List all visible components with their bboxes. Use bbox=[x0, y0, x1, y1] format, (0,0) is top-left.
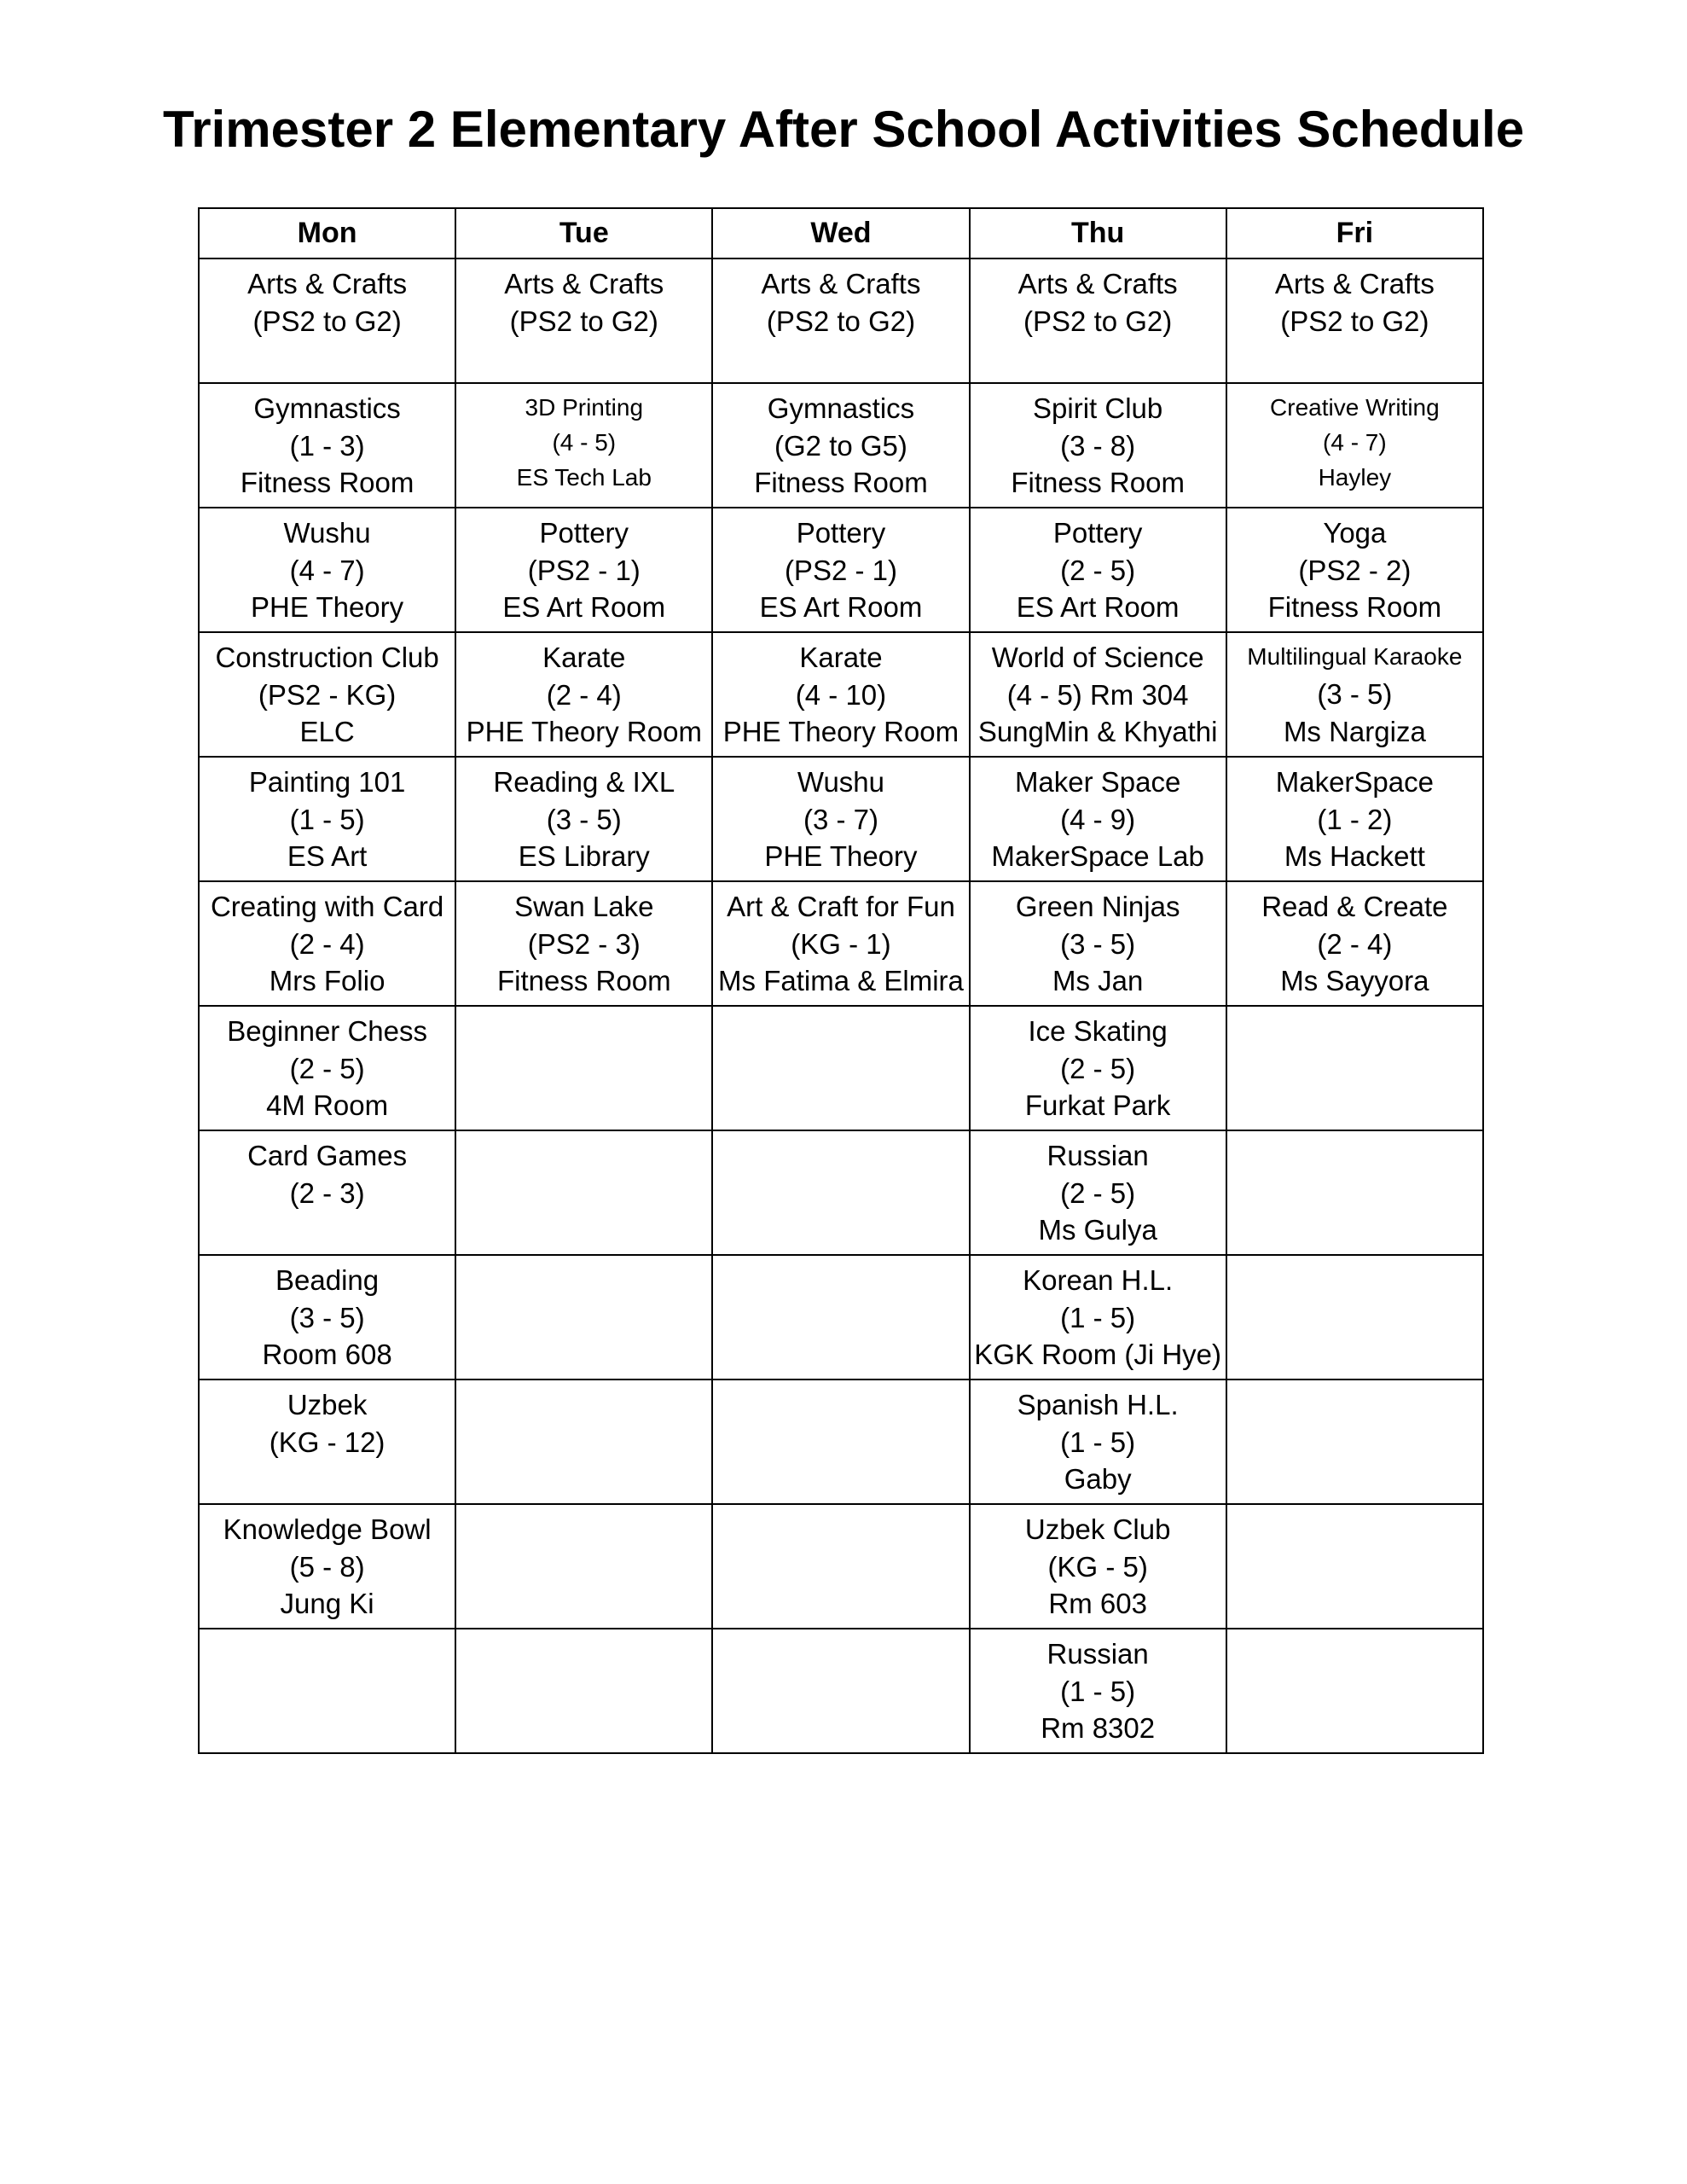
day-header-mon: Mon bbox=[199, 208, 455, 258]
activity-grades: (PS2 - KG) bbox=[258, 678, 397, 711]
activity-cell-thu bbox=[970, 757, 1226, 881]
activity-entry bbox=[456, 758, 711, 875]
activity-location: ES Library bbox=[518, 840, 650, 872]
activity-name: Karate bbox=[799, 642, 883, 673]
activity-entry bbox=[1227, 1505, 1482, 1511]
activity-name: Arts & Crafts bbox=[247, 268, 408, 299]
activity-name: Creative Writing bbox=[1270, 394, 1440, 421]
activity-entry bbox=[1227, 1380, 1482, 1386]
activity-entry bbox=[713, 1380, 968, 1386]
activity-cell-mon bbox=[199, 1504, 455, 1629]
header-row bbox=[199, 208, 1483, 258]
activity-cell-wed bbox=[712, 1504, 969, 1629]
activity-grades: (2 - 5) bbox=[1060, 1176, 1136, 1209]
activity-cell-thu bbox=[970, 383, 1226, 508]
activity-entry bbox=[456, 1131, 711, 1137]
activity-cell-mon bbox=[199, 881, 455, 1006]
activity-entry bbox=[713, 1256, 968, 1262]
activity-entry bbox=[200, 1380, 455, 1461]
activity-cell-fri bbox=[1226, 1504, 1483, 1629]
activity-location: Ms Fatima & Elmira bbox=[718, 965, 964, 996]
activity-location: ES Art Room bbox=[1016, 591, 1180, 623]
activity-entry bbox=[200, 1256, 455, 1374]
activity-grades: (1 - 3) bbox=[289, 429, 365, 462]
activity-cell-mon bbox=[199, 1629, 455, 1753]
activity-entry bbox=[200, 1007, 455, 1124]
activity-entry bbox=[713, 259, 968, 340]
activity-grades: (3 - 8) bbox=[1060, 429, 1136, 462]
activity-cell-tue bbox=[455, 383, 712, 508]
activity-grades: (1 - 5) bbox=[289, 803, 365, 835]
activity-cell-thu bbox=[970, 1380, 1226, 1504]
activity-grades: (4 - 5) Rm 304 bbox=[1006, 678, 1189, 711]
activity-entry bbox=[200, 882, 455, 1000]
activity-location: ELC bbox=[299, 716, 355, 747]
activity-entry bbox=[971, 1380, 1226, 1498]
activity-entry bbox=[713, 1007, 968, 1013]
activity-cell-mon bbox=[199, 1380, 455, 1504]
activity-name: Arts & Crafts bbox=[504, 268, 664, 299]
activity-name: Beading bbox=[275, 1264, 380, 1296]
activity-entry bbox=[200, 508, 455, 626]
activity-name: Multilingual Karaoke bbox=[1247, 643, 1463, 670]
activity-name: Wushu bbox=[797, 766, 885, 798]
activity-cell-tue bbox=[455, 757, 712, 881]
table-row bbox=[199, 881, 1483, 1006]
activity-grades: (3 - 5) bbox=[289, 1301, 365, 1333]
activity-entry bbox=[200, 1505, 455, 1623]
activity-entry bbox=[713, 1505, 968, 1511]
activity-location: Rm 603 bbox=[1048, 1588, 1147, 1619]
activity-cell-thu bbox=[970, 1504, 1226, 1629]
activity-location: PHE Theory bbox=[251, 591, 404, 623]
activity-entry bbox=[971, 384, 1226, 502]
activity-location: Fitness Room bbox=[754, 467, 928, 498]
activity-name: Maker Space bbox=[1014, 766, 1181, 798]
table-row bbox=[199, 383, 1483, 508]
activity-entry bbox=[456, 882, 711, 1000]
activity-cell-mon bbox=[199, 1255, 455, 1380]
activity-cell-tue bbox=[455, 258, 712, 383]
activity-cell-tue bbox=[455, 1504, 712, 1629]
activity-cell-fri bbox=[1226, 383, 1483, 508]
activity-entry bbox=[1227, 1007, 1482, 1013]
activity-entry bbox=[1227, 633, 1482, 750]
activity-grades: (2 - 4) bbox=[1317, 927, 1393, 960]
activity-cell-thu bbox=[970, 258, 1226, 383]
activity-entry bbox=[1227, 1256, 1482, 1262]
activity-location: Fitness Room bbox=[1011, 467, 1185, 498]
activity-location: Fitness Room bbox=[497, 965, 671, 996]
page-title: Trimester 2 Elementary After School Activities Schedule bbox=[162, 101, 1525, 158]
activity-cell-tue bbox=[455, 1255, 712, 1380]
activity-cell-mon bbox=[199, 508, 455, 632]
activity-entry bbox=[971, 1256, 1226, 1374]
activity-location: ES Art Room bbox=[759, 591, 923, 623]
activity-cell-mon bbox=[199, 258, 455, 383]
day-header-thu: Thu bbox=[970, 208, 1226, 258]
activity-entry bbox=[713, 758, 968, 875]
activity-name: Knowledge Bowl bbox=[223, 1513, 432, 1545]
activity-location: Mrs Folio bbox=[269, 965, 386, 996]
activity-cell-thu bbox=[970, 1130, 1226, 1255]
activity-entry bbox=[713, 633, 968, 751]
activity-cell-fri bbox=[1226, 632, 1483, 757]
activity-grades: (4 - 7) bbox=[1323, 429, 1387, 456]
activity-entry bbox=[1227, 758, 1482, 875]
activity-entry bbox=[456, 384, 711, 495]
activity-grades: (PS2 to G2) bbox=[509, 305, 658, 337]
table-row bbox=[199, 508, 1483, 632]
activity-entry bbox=[1227, 882, 1482, 1000]
activity-name: Korean H.L. bbox=[1023, 1264, 1174, 1296]
activity-location: PHE Theory Room bbox=[466, 716, 702, 747]
activity-name: Gymnastics bbox=[767, 392, 915, 424]
activity-name: Painting 101 bbox=[248, 766, 406, 798]
activity-cell-thu bbox=[970, 508, 1226, 632]
activity-cell-thu bbox=[970, 632, 1226, 757]
activity-grades: (3 - 5) bbox=[1060, 927, 1136, 960]
activity-cell-wed bbox=[712, 1006, 969, 1130]
activity-entry bbox=[456, 1380, 711, 1386]
activity-name: Karate bbox=[542, 642, 626, 673]
activity-entry bbox=[971, 1007, 1226, 1124]
activity-cell-wed bbox=[712, 258, 969, 383]
activity-cell-thu bbox=[970, 1255, 1226, 1380]
activity-cell-mon bbox=[199, 1006, 455, 1130]
activity-name: Read & Create bbox=[1261, 891, 1448, 922]
activity-entry bbox=[1227, 1629, 1482, 1635]
activity-entry bbox=[200, 1131, 455, 1211]
activity-entry bbox=[456, 1256, 711, 1262]
activity-name: Arts & Crafts bbox=[761, 268, 921, 299]
activity-grades: (PS2 - 1) bbox=[527, 554, 641, 586]
activity-name: Uzbek bbox=[287, 1389, 368, 1420]
activity-entry bbox=[200, 758, 455, 875]
activity-location: PHE Theory Room bbox=[722, 716, 959, 747]
activity-name: Green Ninjas bbox=[1015, 891, 1180, 922]
activity-entry bbox=[971, 1131, 1226, 1249]
table-row bbox=[199, 1006, 1483, 1130]
activity-cell-fri bbox=[1226, 1255, 1483, 1380]
activity-location: Ms Nargiza bbox=[1283, 715, 1426, 747]
activity-grades: (2 - 4) bbox=[289, 927, 365, 960]
activity-cell-wed bbox=[712, 1380, 969, 1504]
activity-location: ES Art Room bbox=[502, 591, 666, 623]
activity-cell-fri bbox=[1226, 1130, 1483, 1255]
day-header-wed: Wed bbox=[712, 208, 969, 258]
activity-grades: (2 - 4) bbox=[546, 678, 622, 711]
activity-location: PHE Theory bbox=[764, 840, 918, 872]
activity-cell-wed bbox=[712, 1629, 969, 1753]
activity-entry bbox=[456, 1007, 711, 1013]
activity-grades: (1 - 5) bbox=[1060, 1301, 1136, 1333]
activity-cell-thu bbox=[970, 1006, 1226, 1130]
activity-grades: (PS2 - 3) bbox=[527, 927, 641, 960]
activity-cell-wed bbox=[712, 508, 969, 632]
activity-name: Gymnastics bbox=[253, 392, 401, 424]
activity-entry bbox=[713, 1629, 968, 1635]
activity-grades: (PS2 to G2) bbox=[766, 305, 916, 337]
activity-cell-wed bbox=[712, 1255, 969, 1380]
activity-grades: (2 - 5) bbox=[289, 1052, 365, 1084]
activity-location: Gaby bbox=[1064, 1463, 1132, 1495]
activity-entry bbox=[971, 882, 1226, 1000]
table-row bbox=[199, 258, 1483, 383]
activity-entry bbox=[971, 633, 1226, 751]
activity-grades: (4 - 9) bbox=[1060, 803, 1136, 835]
activity-name: Spirit Club bbox=[1033, 392, 1163, 424]
activity-location: Rm 8302 bbox=[1041, 1712, 1156, 1744]
activity-location: Fitness Room bbox=[240, 467, 415, 498]
activity-location: ES Art bbox=[287, 840, 368, 872]
activity-entry bbox=[971, 1629, 1226, 1747]
activity-grades: (KG - 12) bbox=[269, 1426, 386, 1458]
table-row bbox=[199, 632, 1483, 757]
activity-name: World of Science bbox=[991, 642, 1204, 673]
table-row bbox=[199, 1380, 1483, 1504]
activity-cell-thu bbox=[970, 881, 1226, 1006]
activity-grades: (3 - 5) bbox=[546, 803, 622, 835]
activity-grades: (1 - 5) bbox=[1060, 1426, 1136, 1458]
activity-grades: (5 - 8) bbox=[289, 1550, 365, 1583]
activity-entry bbox=[713, 508, 968, 626]
activity-name: Yoga bbox=[1323, 517, 1387, 549]
activity-name: Arts & Crafts bbox=[1017, 268, 1178, 299]
activity-grades: (2 - 5) bbox=[1060, 554, 1136, 586]
activity-name: Arts & Crafts bbox=[1274, 268, 1435, 299]
activity-name: Swan Lake bbox=[514, 891, 654, 922]
schedule-body bbox=[199, 258, 1483, 1753]
activity-entry bbox=[713, 1131, 968, 1137]
activity-grades: (KG - 1) bbox=[791, 927, 891, 960]
activity-name: Russian bbox=[1046, 1638, 1149, 1670]
activity-cell-wed bbox=[712, 383, 969, 508]
activity-grades: (2 - 3) bbox=[289, 1176, 365, 1209]
activity-name: Pottery bbox=[1052, 517, 1143, 549]
activity-entry bbox=[200, 633, 455, 751]
activity-entry bbox=[456, 259, 711, 340]
activity-grades: (PS2 to G2) bbox=[1280, 305, 1429, 337]
activity-name: Reading & IXL bbox=[493, 766, 675, 798]
activity-location: SungMin & Khyathi bbox=[977, 716, 1218, 747]
activity-entry bbox=[713, 882, 968, 1000]
activity-cell-thu bbox=[970, 1629, 1226, 1753]
activity-cell-fri bbox=[1226, 1380, 1483, 1504]
activity-cell-mon bbox=[199, 757, 455, 881]
activity-entry bbox=[971, 259, 1226, 340]
activity-entry bbox=[456, 1629, 711, 1635]
activity-entry bbox=[971, 508, 1226, 626]
activity-name: MakerSpace bbox=[1275, 766, 1434, 798]
activity-cell-tue bbox=[455, 632, 712, 757]
activity-cell-tue bbox=[455, 1380, 712, 1504]
table-row bbox=[199, 1255, 1483, 1380]
activity-grades: (1 - 2) bbox=[1317, 803, 1393, 835]
activity-location: Furkat Park bbox=[1024, 1089, 1171, 1121]
activity-entry bbox=[456, 1505, 711, 1511]
activity-name: Pottery bbox=[796, 517, 886, 549]
activity-name: Ice Skating bbox=[1028, 1015, 1168, 1047]
activity-grades: (2 - 5) bbox=[1060, 1052, 1136, 1084]
activity-entry bbox=[1227, 1131, 1482, 1137]
activity-location: MakerSpace Lab bbox=[991, 840, 1204, 872]
activity-entry bbox=[971, 1505, 1226, 1623]
schedule-table bbox=[198, 207, 1484, 1754]
activity-cell-tue bbox=[455, 1629, 712, 1753]
activity-entry bbox=[200, 1629, 455, 1635]
activity-cell-fri bbox=[1226, 757, 1483, 881]
activity-name: Wushu bbox=[283, 517, 371, 549]
activity-cell-tue bbox=[455, 508, 712, 632]
activity-location: 4M Room bbox=[266, 1089, 389, 1121]
activity-name: Beginner Chess bbox=[227, 1015, 427, 1047]
table-row bbox=[199, 1629, 1483, 1753]
activity-entry bbox=[200, 384, 455, 502]
day-header-tue: Tue bbox=[455, 208, 712, 258]
activity-location: KGK Room (Ji Hye) bbox=[974, 1339, 1222, 1370]
activity-grades: (4 - 5) bbox=[552, 429, 617, 456]
activity-location: Hayley bbox=[1318, 464, 1392, 491]
activity-cell-wed bbox=[712, 1130, 969, 1255]
activity-cell-wed bbox=[712, 632, 969, 757]
activity-entry bbox=[456, 633, 711, 751]
activity-name: Russian bbox=[1046, 1140, 1149, 1171]
activity-entry bbox=[456, 508, 711, 626]
activity-name: Pottery bbox=[539, 517, 629, 549]
activity-cell-tue bbox=[455, 1006, 712, 1130]
activity-grades: (4 - 7) bbox=[289, 554, 365, 586]
activity-entry bbox=[1227, 508, 1482, 626]
activity-location: Ms Hackett bbox=[1284, 840, 1425, 872]
activity-cell-tue bbox=[455, 1130, 712, 1255]
table-row bbox=[199, 757, 1483, 881]
activity-cell-fri bbox=[1226, 881, 1483, 1006]
activity-grades: (1 - 5) bbox=[1060, 1675, 1136, 1707]
activity-grades: (G2 to G5) bbox=[774, 429, 907, 462]
activity-location: ES Tech Lab bbox=[516, 464, 652, 491]
activity-name: Creating with Card bbox=[210, 891, 444, 922]
activity-cell-fri bbox=[1226, 1006, 1483, 1130]
activity-name: Spanish H.L. bbox=[1017, 1389, 1179, 1420]
activity-location: Jung Ki bbox=[280, 1588, 374, 1619]
activity-entry bbox=[1227, 384, 1482, 495]
activity-grades: (PS2 to G2) bbox=[252, 305, 402, 337]
activity-grades: (3 - 5) bbox=[1317, 678, 1393, 710]
activity-cell-fri bbox=[1226, 258, 1483, 383]
day-header-fri: Fri bbox=[1226, 208, 1483, 258]
activity-name: Construction Club bbox=[215, 642, 439, 673]
activity-cell-mon bbox=[199, 632, 455, 757]
activity-entry bbox=[713, 384, 968, 502]
activity-location: Room 608 bbox=[262, 1339, 392, 1370]
activity-grades: (PS2 - 2) bbox=[1298, 554, 1412, 586]
activity-name: Art & Craft for Fun bbox=[727, 891, 955, 922]
activity-cell-fri bbox=[1226, 508, 1483, 632]
activity-grades: (KG - 5) bbox=[1047, 1550, 1148, 1583]
activity-cell-mon bbox=[199, 1130, 455, 1255]
activity-location: Fitness Room bbox=[1267, 591, 1442, 623]
activity-name: Card Games bbox=[247, 1140, 408, 1171]
activity-grades: (PS2 - 1) bbox=[784, 554, 897, 586]
activity-location: Ms Sayyora bbox=[1280, 965, 1429, 996]
activity-cell-wed bbox=[712, 757, 969, 881]
activity-entry bbox=[971, 758, 1226, 875]
activity-grades: (4 - 10) bbox=[795, 678, 887, 711]
activity-cell-wed bbox=[712, 881, 969, 1006]
activity-grades: (3 - 7) bbox=[803, 803, 878, 835]
activity-location: Ms Gulya bbox=[1038, 1214, 1157, 1246]
table-row bbox=[199, 1130, 1483, 1255]
activity-cell-fri bbox=[1226, 1629, 1483, 1753]
activity-location: Ms Jan bbox=[1052, 965, 1144, 996]
table-row bbox=[199, 1504, 1483, 1629]
activity-entry bbox=[1227, 259, 1482, 340]
activity-grades: (PS2 to G2) bbox=[1023, 305, 1173, 337]
activity-name: 3D Printing bbox=[525, 394, 644, 421]
activity-cell-mon bbox=[199, 383, 455, 508]
activity-name: Uzbek Club bbox=[1024, 1513, 1171, 1545]
activity-cell-tue bbox=[455, 881, 712, 1006]
activity-entry bbox=[200, 259, 455, 340]
